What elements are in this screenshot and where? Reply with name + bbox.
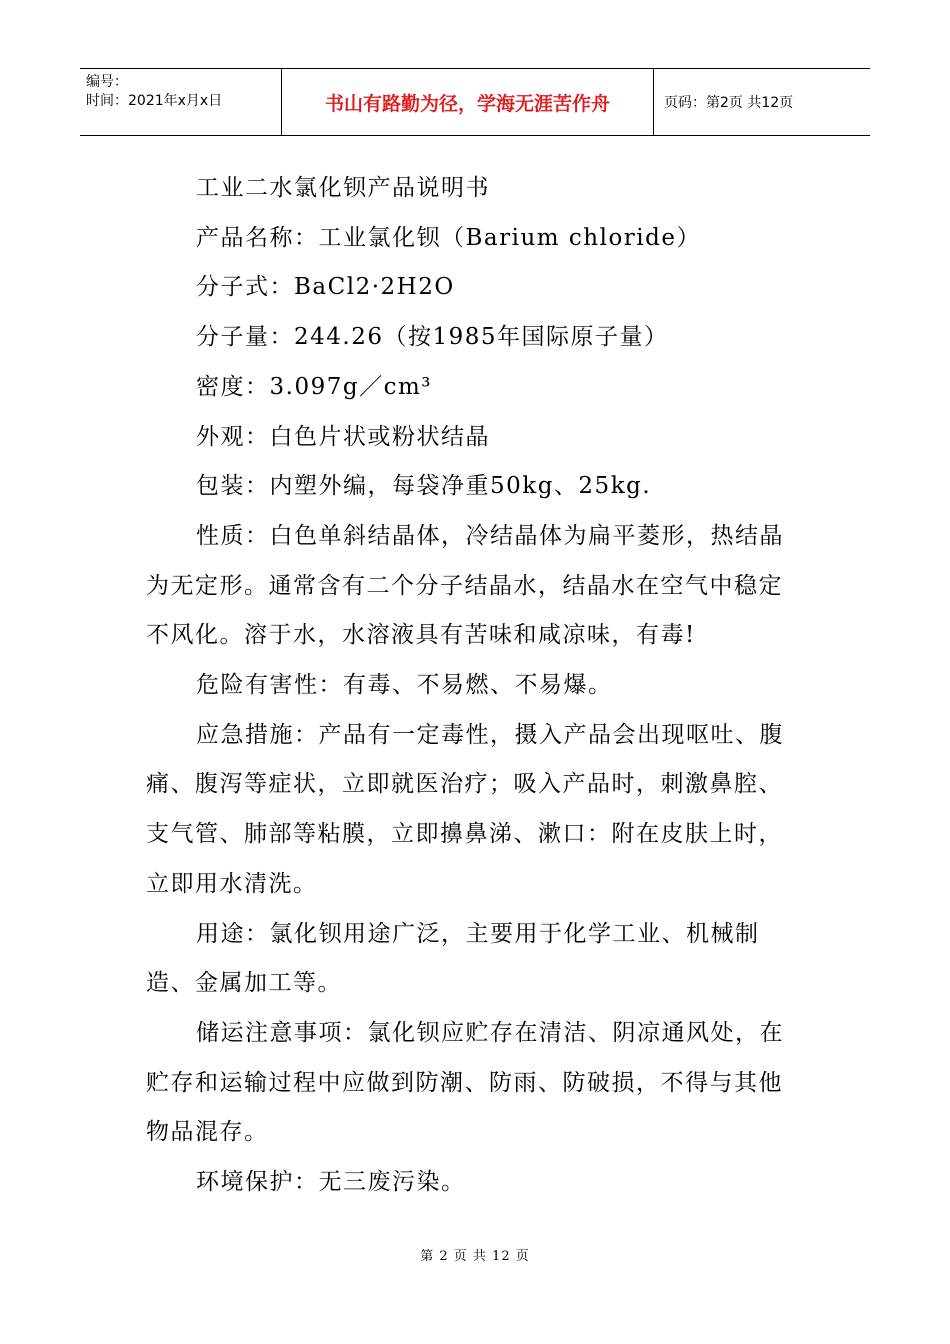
page-header xyxy=(80,68,870,136)
document-date: 时间：2021年x月x日 xyxy=(86,93,223,109)
document-number: 编号： xyxy=(86,74,128,90)
molecular-weight: 分子量：244.26（按1985年国际原子量） xyxy=(196,324,669,351)
header-page-number: 页码：第2页 共12页 xyxy=(664,95,794,111)
doc-title: 工业二水氯化钡产品说明书 xyxy=(196,175,490,201)
environmental-protection: 环境保护：无三废污染。 xyxy=(196,1169,466,1196)
header-meta xyxy=(80,69,282,135)
document-body xyxy=(146,164,786,1208)
appearance: 外观：白色片状或粉状结晶 xyxy=(196,423,490,450)
product-name: 产品名称：工业氯化钡（Barium chloride） xyxy=(196,224,701,251)
storage-transport: 储运注意事项：氯化钡应贮存在清洁、阴凉通风处，在贮存和运输过程中应做到防潮、防雨、防破损，不得与其他物品混存。 xyxy=(146,1019,784,1146)
molecular-formula: 分子式：BaCl2·2H2O xyxy=(196,274,455,301)
header-motto: 书山有路勤为径，学海无涯苦作舟 xyxy=(282,69,654,135)
properties: 性质：白色单斜结晶体，冷结晶体为扁平菱形，热结晶为无定形。通常含有二个分子结晶水，结晶水在空气中稳定不风化。溶于水，水溶液具有苦味和咸凉味，有毒! xyxy=(146,522,784,649)
packaging: 包装：内塑外编，每袋净重50kg、25kg. xyxy=(196,473,652,500)
density: 密度：3.097g／cm³ xyxy=(196,373,432,400)
uses: 用途：氯化钡用途广泛，主要用于化学工业、机械制造、金属加工等。 xyxy=(146,920,760,997)
page-footer: 第 2 页 共 12 页 xyxy=(420,1249,530,1264)
hazards: 危险有害性：有毒、不易燃、不易爆。 xyxy=(196,672,613,699)
emergency-measures: 应急措施：产品有一定毒性，摄入产品会出现呕吐、腹痛、腹泻等症状，立即就医治疗；吸入产品时，刺激鼻腔、支气管、肺部等粘膜，立即擤鼻涕、漱口：附在皮肤上时，立即用水清洗。 xyxy=(146,721,784,897)
